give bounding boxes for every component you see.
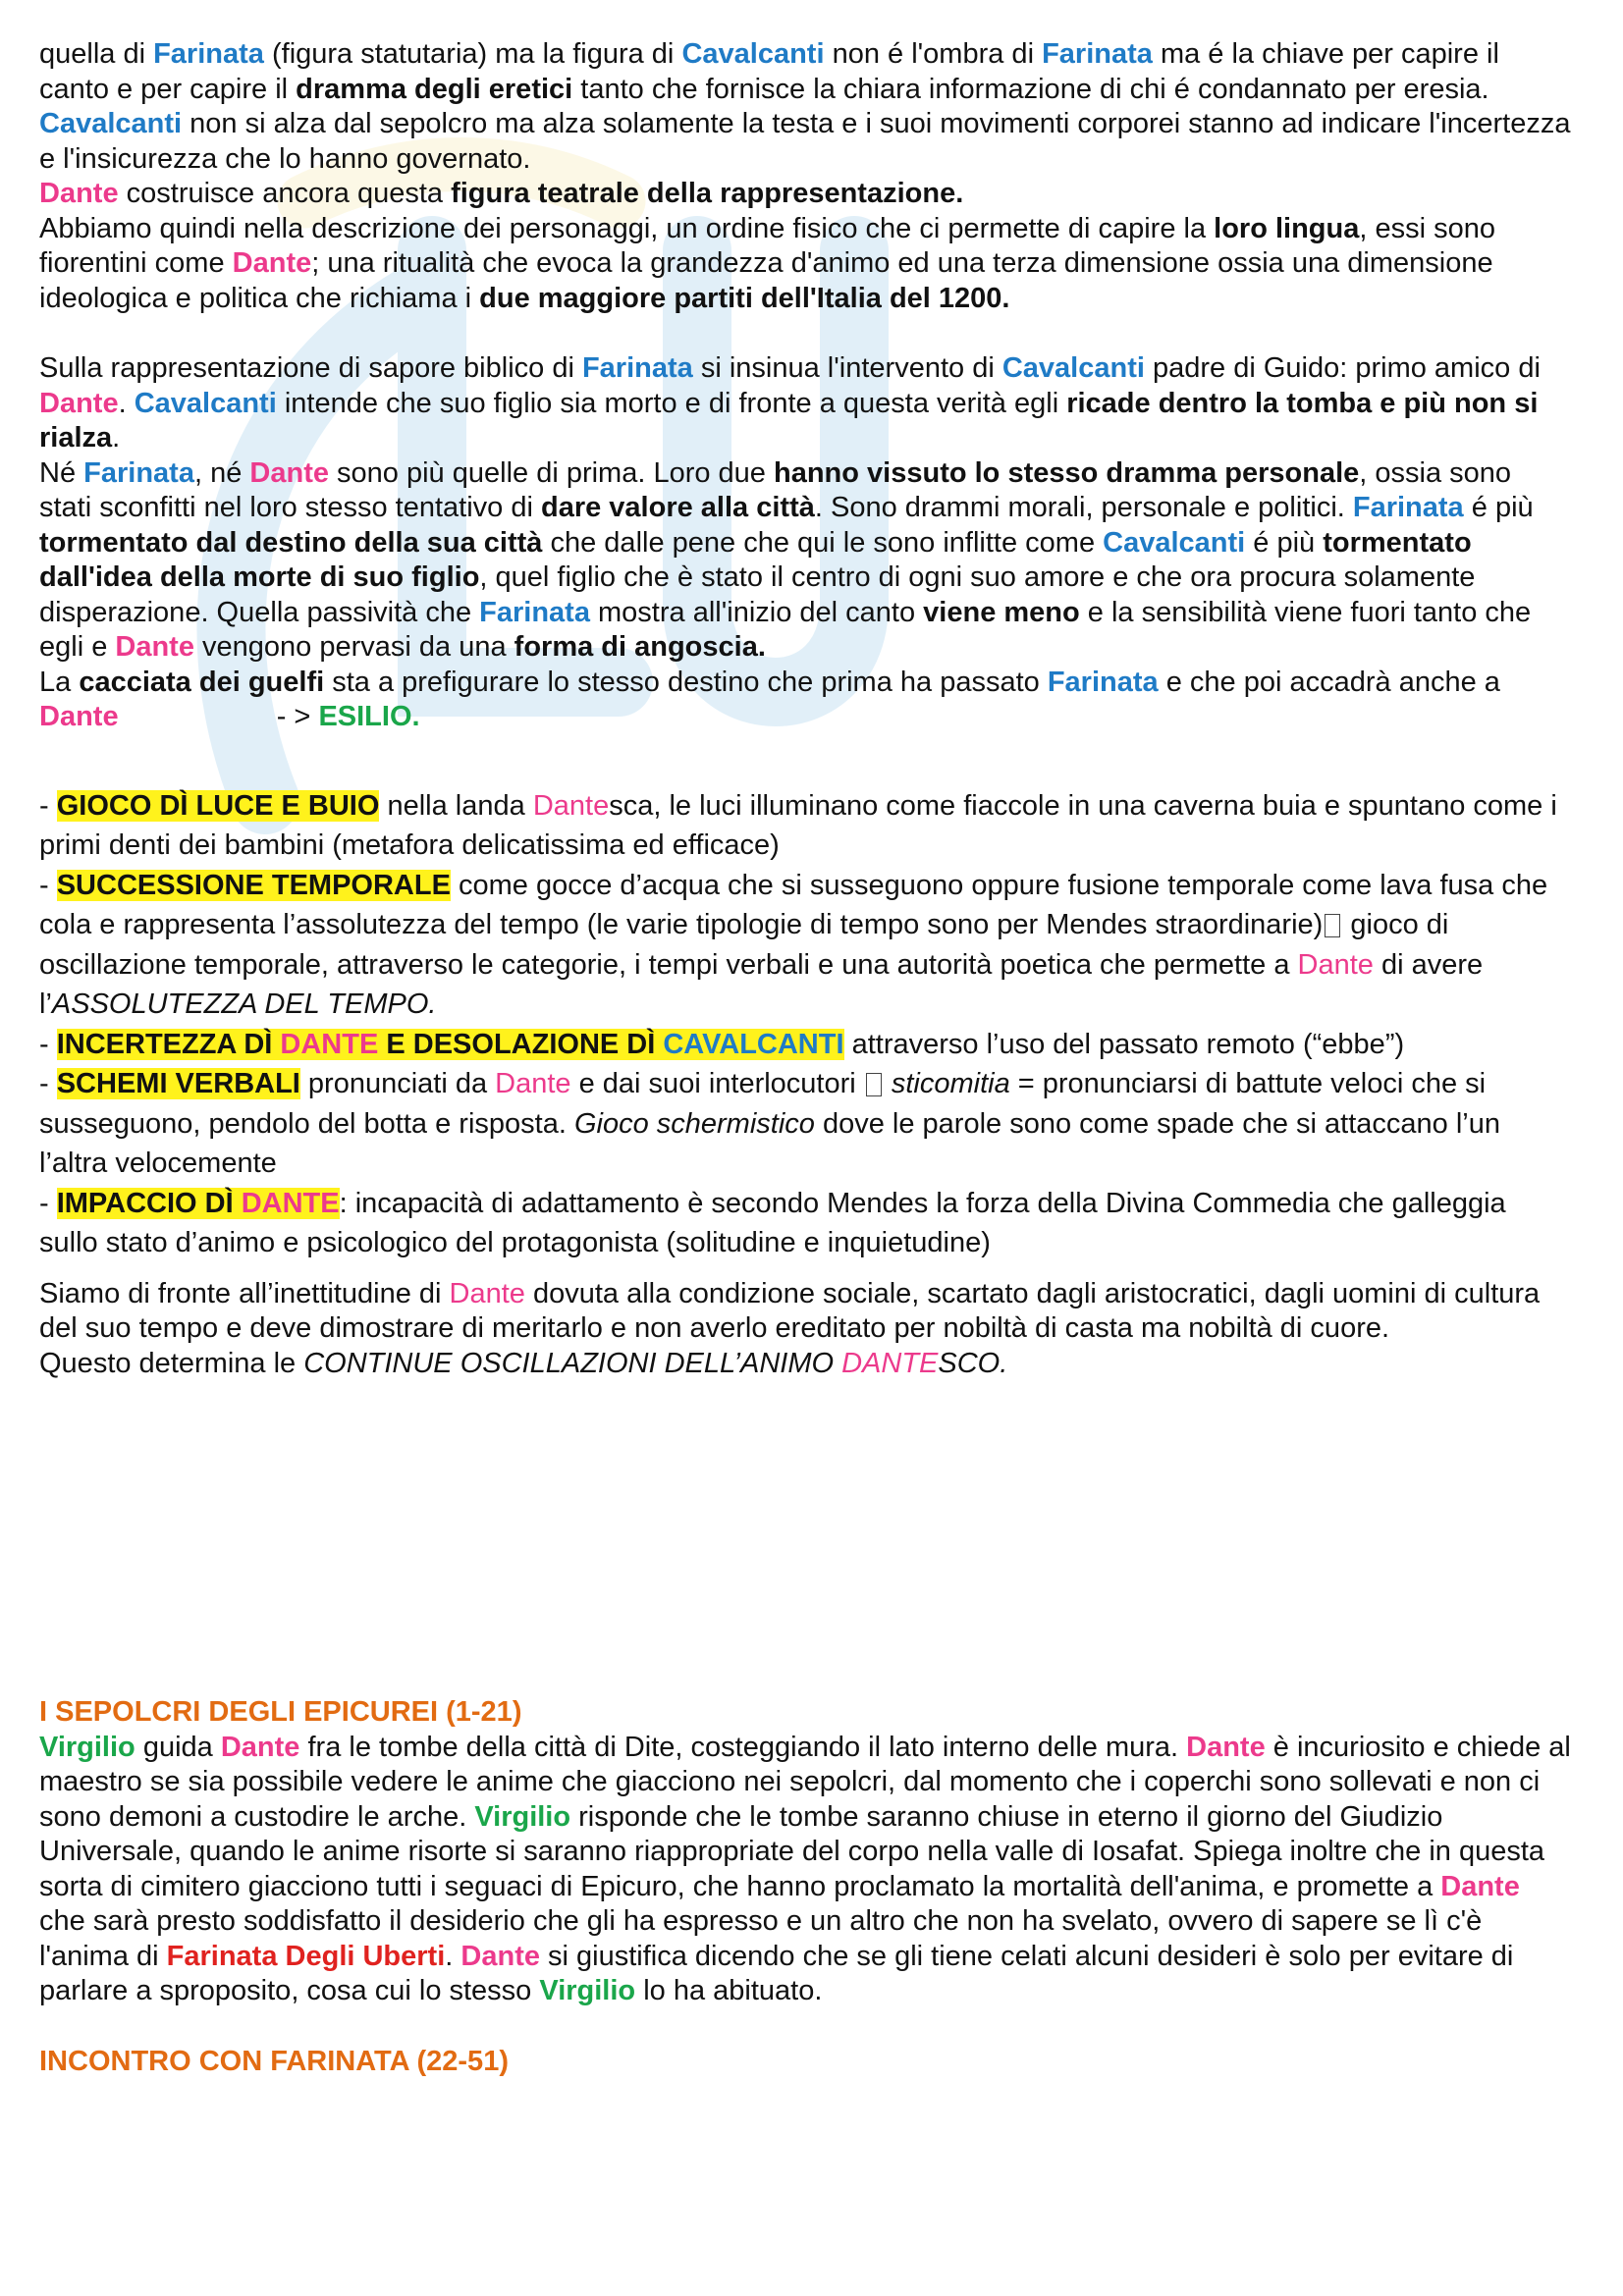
bullet-item: - INCERTEZZA DÌ DANTE E DESOLAZIONE DÌ CAVALCANTI attraverso l’uso del passato remoto (“ebbe”) — [39, 1028, 1405, 1060]
name-dante: Dante — [532, 789, 610, 822]
highlight-term: GIOCO DÌ LUCE E BUIO — [56, 789, 380, 822]
name-farinata: Farinata — [83, 456, 194, 489]
name-virgilio: Virgilio — [539, 1975, 636, 2006]
paragraph-9: Virgilio guida Dante fra le tombe della città di Dite, costeggiando il lato interno delle mura. Dante è incuriosito e chiede al maestro se sia possibile vedere le anime che giacciono nei sepolcri, dal momento che i coperchi sono sollevati e non ci sono demoni a custodire le arche. Virgilio risponde che le tombe saranno chiuse in eterno il giorno del Giudizio Universale, quando le anime risorte si saranno riappropriate del corpo nella valle di Iosafat. Spiega inoltre che in questa sorta di cimitero giacciono tutti i seguaci di Epicuro, che hanno proclamato la mortalità dell'anima, e promette a Dante che sarà presto soddisfatto il desiderio che gli ha espresso e un altro che non ha svelato, ovvero di sapere se lì c'è l'anima di Farinata Degli Uberti. Dante si giustifica dicendo che se gli tiene celati alcuni desideri è solo per evitare di parlare a sproposito, cosa cui lo stesso Virgilio lo ha abituato. — [39, 1731, 1571, 2006]
bullet-item: - IMPACCIO DÌ DANTE: incapacità di adattamento è secondo Mendes la forza della Divina Commedia che galleggia sullo stato d’animo e psicologico del protagonista (solitudine e inquietudine) — [39, 1187, 1506, 1258]
name-farinata: Farinata — [581, 352, 693, 384]
name-dante: Dante — [1186, 1731, 1266, 1763]
paragraph-4: Abbiamo quindi nella descrizione dei personaggi, un ordine fisico che ci permette di capire la loro lingua, essi sono fiorentini come Dante; una ritualità che evoca la grandezza d'animo ed una terza dimensione ossia una dimensione ideologica e politica che richiama i due maggiore partiti dell'Italia del 1200. — [39, 212, 1495, 314]
paragraph-2: Cavalcanti non si alza dal sepolcro ma alza solamente la testa e i suoi movimenti corporei stanno ad indicare l'incertezza e l'insicurezza che lo hanno governato. — [39, 108, 1571, 175]
document-page — [39, 37, 1571, 2079]
name-dante: Dante — [249, 456, 329, 489]
missing-glyph-icon — [1325, 914, 1340, 937]
highlight-term: INCERTEZZA DÌ DANTE E DESOLAZIONE DÌ CAVALCANTI — [56, 1028, 844, 1060]
name-farinata: Farinata — [153, 38, 264, 70]
paragraph-1: quella di Farinata (figura statutaria) ma la figura di Cavalcanti non é l'ombra di Farinata ma é la chiave per capire il canto e per capire il dramma degli eretici tanto che fornisce la chiara informazione di chi é condannato per eresia. — [39, 38, 1499, 105]
name-dante: Dante — [39, 701, 119, 732]
name-farinata: Farinata — [479, 596, 590, 628]
name-dante: Dante — [220, 1731, 300, 1763]
name-dante: Dante — [232, 247, 312, 279]
name-dante: Dante — [115, 631, 194, 663]
highlight-term: IMPACCIO DÌ DANTE — [56, 1187, 340, 1219]
name-farinata: Farinata — [1047, 666, 1159, 698]
paragraph-7: La cacciata dei guelfi sta a prefigurare lo stesso destino che prima ha passato Farinata e che poi accadrà anche a Dante - > ESILIO. — [39, 666, 1500, 732]
name-dante: Dante — [39, 387, 119, 419]
section-heading: INCONTRO CON FARINATA (22-51) — [39, 2045, 509, 2077]
paragraph-3: Dante costruisce ancora questa figura teatrale della rappresentazione. — [39, 178, 964, 209]
name-farinata-uberti: Farinata Degli Uberti — [166, 1940, 446, 1972]
name-cavalcanti: Cavalcanti — [1103, 526, 1246, 559]
paragraph-6: Né Farinata, né Dante sono più quelle di prima. Loro due hanno vissuto lo stesso dramma personale, ossia sono stati sconfitti nel loro stesso tentativo di dare valore alla città. Sono drammi morali, personale e politici. Farinata é più tormentato dal destino della sua città che dalle pene che qui le sono inflitte come Cavalcanti é più tormentato dall'idea della morte di suo figlio, quel figlio che è stato il centro di ogni suo amore e che ora procura solamente disperazione. Quella passività che Farinata mostra all'inizio del canto viene meno e la sensibilità viene fuori tanto che egli e Dante vengono pervasi da una forma di angoscia. — [39, 456, 1534, 663]
name-dante: Dante — [449, 1277, 525, 1309]
section-heading: I SEPOLCRI DEGLI EPICUREI (1-21) — [39, 1696, 522, 1728]
name-dante: Dante — [460, 1940, 540, 1972]
name-cavalcanti: Cavalcanti — [134, 387, 277, 419]
name-cavalcanti: Cavalcanti — [39, 108, 183, 139]
bullet-item: - SUCCESSIONE TEMPORALE come gocce d’acqua che si susseguono oppure fusione temporale come lava fusa che cola e rappresenta l’assolutezza del tempo (le varie tipologie di tempo sono per Mendes straordinarie) gioco di oscillazione temporale, attraverso le categorie, i tempi verbali e una autorità poetica che permette a Dante di avere l’ASSOLUTEZZA DEL TEMPO. — [39, 869, 1548, 1020]
name-cavalcanti: Cavalcanti — [1001, 352, 1145, 384]
name-dante: Dante — [1297, 948, 1374, 981]
highlight-term: SCHEMI VERBALI — [56, 1068, 300, 1099]
name-farinata: Farinata — [1042, 38, 1153, 70]
name-virgilio: Virgilio — [39, 1731, 135, 1763]
name-dante: Dante — [1440, 1870, 1520, 1902]
name-farinata: Farinata — [1352, 492, 1464, 523]
paragraph-5: Sulla rappresentazione di sapore biblico di Farinata si insinua l'intervento di Cavalcanti padre di Guido: primo amico di Dante. Cavalcanti intende che suo figlio sia morto e di fronte a questa verità egli ricade dentro la tomba e più non si rialza. — [39, 352, 1541, 454]
paragraph-8: Siamo di fronte all’inettitudine di Dante dovuta alla condizione sociale, scartato dagli aristocratici, dagli uomini di cultura del suo tempo e deve dimostrare di meritarlo e non averlo ereditato per nobiltà di casta ma nobiltà di cuore. Questo determina le CONTINUE OSCILLAZIONI DELL’ANIMO DANTESCO. — [39, 1277, 1548, 1379]
bullet-list — [39, 786, 1571, 1263]
name-dante: Dante — [39, 178, 119, 209]
name-dante: Dante — [495, 1068, 571, 1099]
bullet-item: - SCHEMI VERBALI pronunciati da Dante e dai suoi interlocutori sticomitia = pronunciarsi di battute veloci che si susseguono, pendolo del botta e risposta. Gioco schermistico dove le parole sono come spade che si attaccano l’un l’altra velocemente — [39, 1068, 1500, 1179]
bullet-item: - GIOCO DÌ LUCE E BUIO nella landa Dantesca, le luci illuminano come fiaccole in una caverna buia e spuntano come i primi denti dei bambini (metafora delicatissima ed efficace) — [39, 789, 1557, 861]
exile-label: ESILIO. — [318, 701, 420, 732]
missing-glyph-icon — [866, 1073, 882, 1096]
name-virgilio: Virgilio — [474, 1800, 571, 1833]
highlight-term: SUCCESSIONE TEMPORALE — [56, 869, 451, 901]
name-cavalcanti: Cavalcanti — [681, 38, 825, 70]
